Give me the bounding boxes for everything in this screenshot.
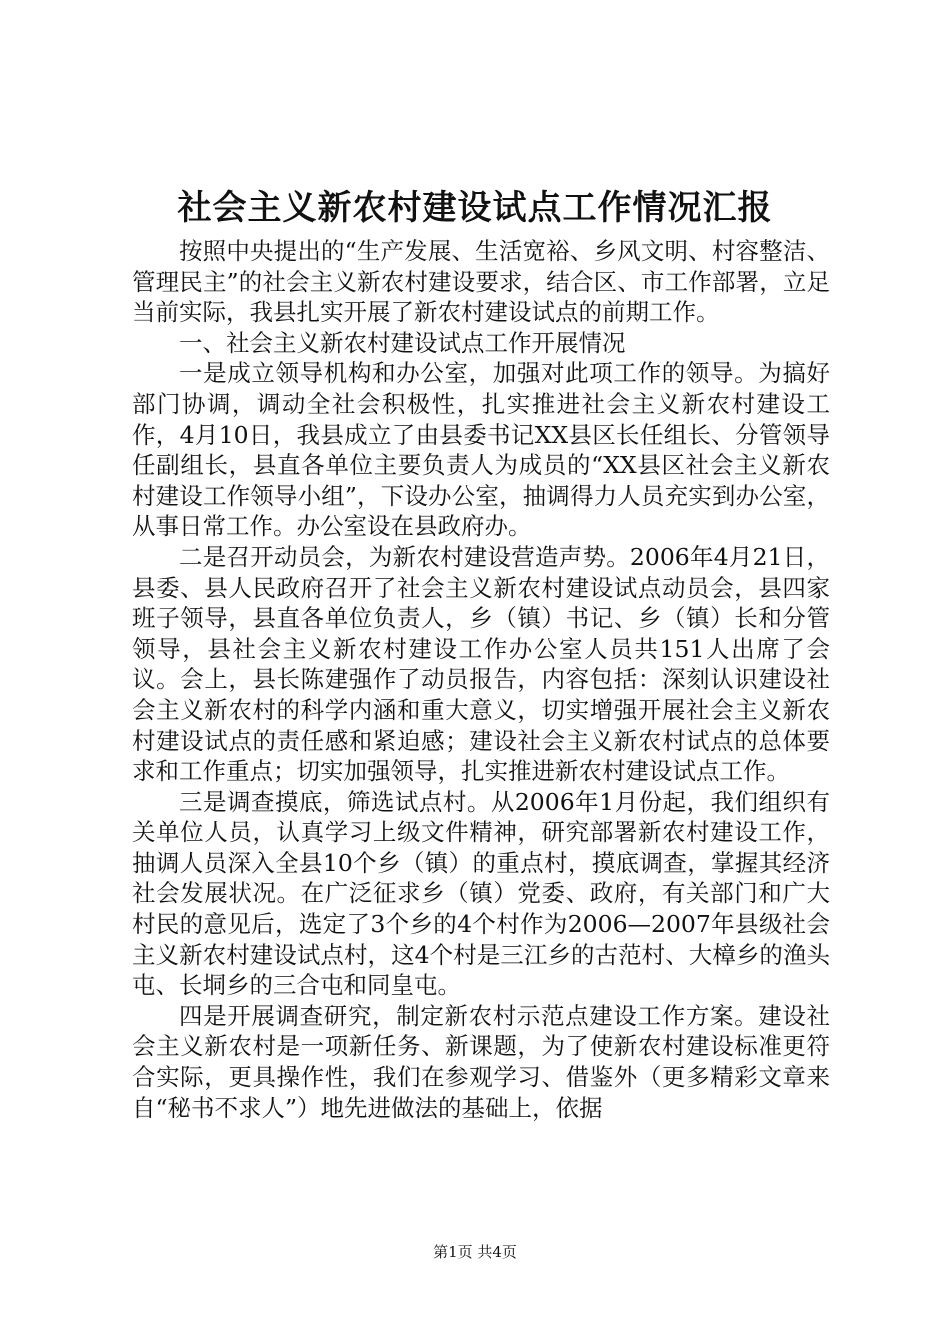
paragraph-item-1: 一是成立领导机构和办公室，加强对此项工作的领导。为搞好部门协调，调动全社会积极性，扎实推进社会主义新农村建设工作，4月10日，我县成立了由县委书记XX县区长任组长、分管领导任副组长，县直各单位主要负责人为成员的“XX县区社会主义新农村建设工作领导小组”，下设办公室，抽调得力人员充实到办公室，从事日常工作。办公室设在县政府办。 [132, 359, 830, 541]
page-number-footer: 第1页 共4页 [433, 1243, 517, 1261]
document-body [132, 236, 830, 1123]
paragraph-item-2: 二是召开动员会，为新农村建设营造声势。2006年4月21日，县委、县人民政府召开了社会主义新农村建设试点动员会，县四家班子领导，县直各单位负责人，乡（镇）书记、乡（镇）长和分管领导，县社会主义新农村建设工作办公室人员共151人出席了会议。会上，县长陈建强作了动员报告，内容包括：深刻认识建设社会主义新农村的科学内涵和重大意义，切实增强开展社会主义新农村建设试点的责任感和紧迫感；建设社会主义新农村试点的总体要求和工作重点；切实加强领导，扎实推进新农村建设试点工作。 [132, 542, 830, 786]
paragraph-item-3: 三是调查摸底，筛选试点村。从2006年1月份起，我们组织有关单位人员，认真学习上级文件精神，研究部署新农村建设工作，抽调人员深入全县10个乡（镇）的重点村，摸底调查，掌握其经济社会发展状况。在广泛征求乡（镇）党委、政府，有关部门和广大村民的意见后，选定了3个乡的4个村作为2006—2007年县级社会主义新农村建设试点村，这4个村是三江乡的古范村、大樟乡的渔头屯、长垌乡的三合屯和同皇屯。 [132, 787, 830, 1000]
document-title: 社会主义新农村建设试点工作情况汇报 [177, 188, 773, 228]
paragraph-intro: 按照中央提出的“生产发展、生活宽裕、乡风文明、村容整洁、管理民主”的社会主义新农村建设要求，结合区、市工作部署，立足当前实际，我县扎实开展了新农村建设试点的前期工作。 [132, 237, 830, 327]
paragraph-item-4: 四是开展调查研究，制定新农村示范点建设工作方案。建设社会主义新农村是一项新任务、新课题，为了使新农村建设标准更符合实际，更具操作性，我们在参观学习、借鉴外（更多精彩文章来自“秘书不求人”）地先进做法的基础上，依据 [132, 1001, 830, 1122]
section-heading: 一、社会主义新农村建设试点工作开展情况 [179, 328, 626, 357]
